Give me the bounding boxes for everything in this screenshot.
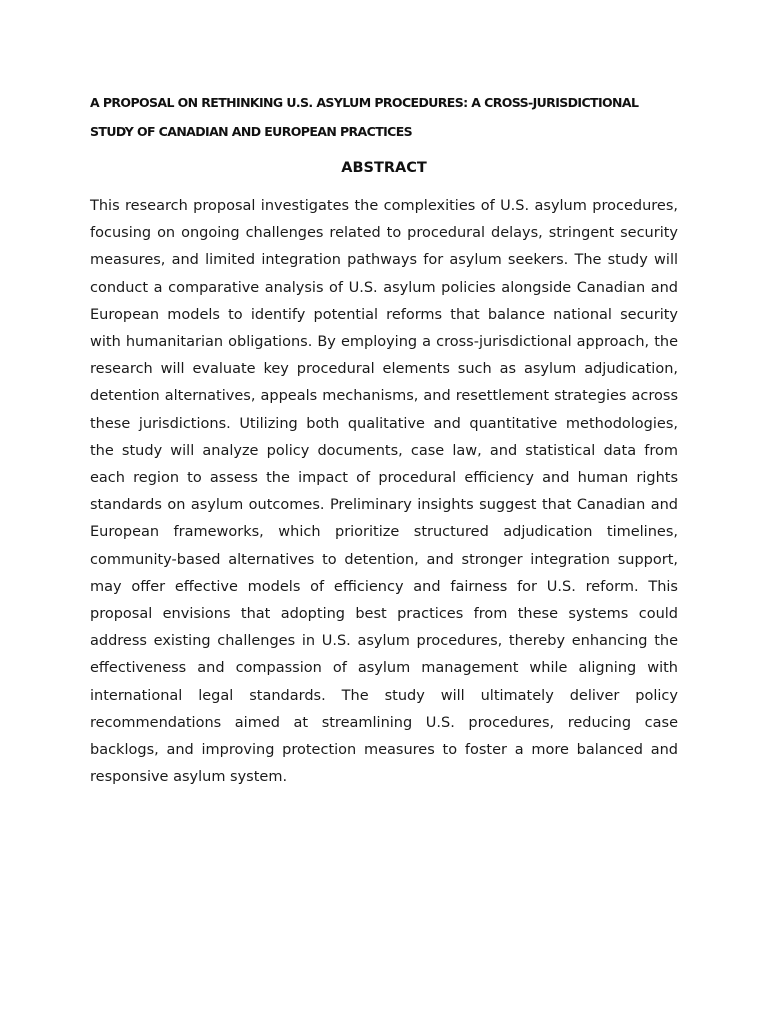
abstract-heading: ABSTRACT: [341, 160, 427, 176]
document-title: A PROPOSAL ON RETHINKING U.S. ASYLUM PROCEDURES: A CROSS-JURISDICTIONAL STUDY OF CANADIAN AND EUROPEAN PRACTICES: [90, 95, 639, 139]
abstract-paragraph: This research proposal investigates the complexities of U.S. asylum procedures, focusing on ongoing challenges related to procedural delays, stringent security measures, and limited integration pathways for asylum seekers. The study will conduct a comparative analysis of U.S. asylum policies alongside Canadian and European models to identify potential reforms that balance national security with humanitarian obligations. By employing a cross-jurisdictional approach, the research will evaluate key procedural elements such as asylum adjudication, detention alternatives, appeals mechanisms, and resettlement strategies across these jurisdictions. Utilizing both qualitative and quantitative methodologies, the study will analyze policy documents, case law, and statistical data from each region to assess the impact of procedural efficiency and human rights standards on asylum outcomes. Preliminary insights suggest that Canadian and European frameworks, which prioritize structured adjudication timelines, community-based alternatives to detention, and stronger integration support, may offer effective models of efficiency and fairness for U.S. reform. This proposal envisions that adopting best practices from these systems could address existing challenges in U.S. asylum procedures, thereby enhancing the effectiveness and compassion of asylum management while aligning with international legal standards. The study will ultimately deliver policy recommendations aimed at streamlining U.S. procedures, reducing case backlogs, and improving protection measures to foster a more balanced and responsive asylum system.: [90, 198, 678, 786]
